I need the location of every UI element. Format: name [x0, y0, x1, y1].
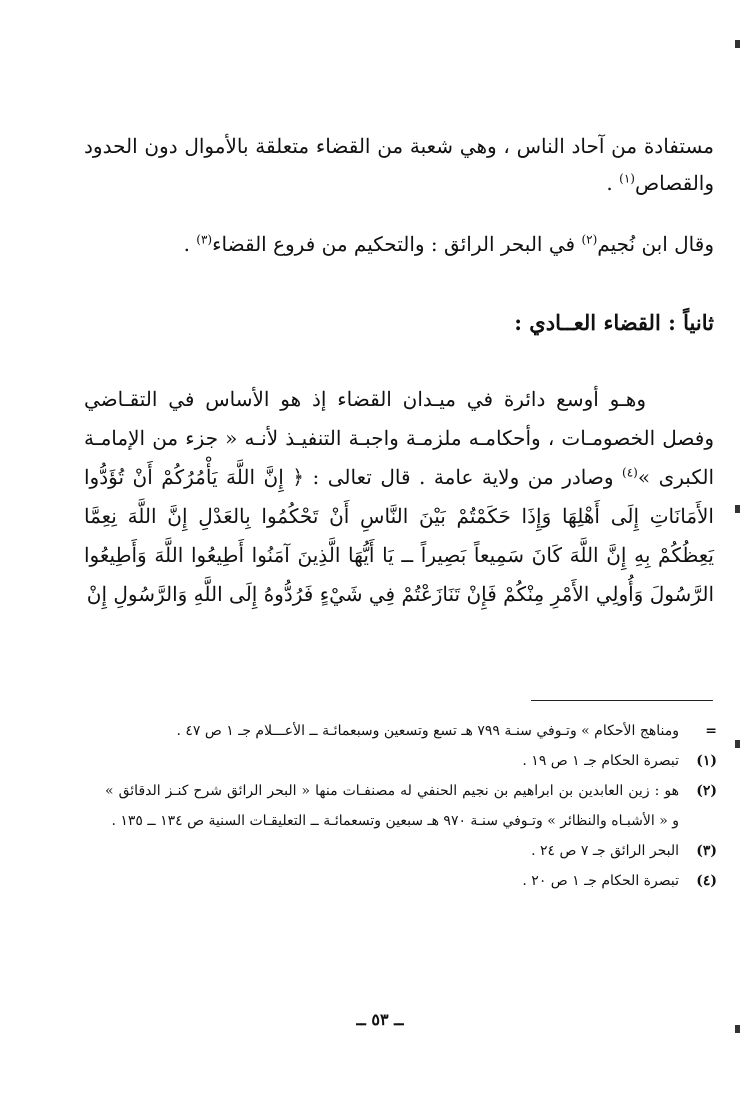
- paragraph-3-text-a: وهـو أوسع دائرة في ميـدان القضاء إذ هو الأساس في التقـاضي وفصل الخصومـات ، وأحكامـه ملزمـة واجبـة التنفيـذ لأنـه « جزء من الإمامـة الكبرى »: [84, 387, 715, 489]
- footnote-number: (٣): [696, 843, 717, 859]
- footnotes-section: [105, 716, 717, 896]
- paragraph-2-text-b: في البحر الرائق : والتحكيم من فروع القضاء: [212, 232, 582, 256]
- footnote-number: =: [705, 723, 717, 739]
- footnote-divider: [531, 700, 713, 701]
- footnote-text: هو : زين العابدين بن ابراهيم بن نجيم الحنفي له مصنفـات منها « البحر الرائق شرح كنـز الدقائق » و « الأشبـاه والنظائر » وتـوفي سنـة ٩٧٠ هـ سبعين وتسعمائـة ــ التعليقـات السنية ص ١٣٤ ــ ١٣٥ .: [105, 783, 679, 829]
- paragraph-1-text: مستفادة من آحاد الناس ، وهي شعبة من القضاء متعلقة بالأموال دون الحدود والقصاص: [84, 134, 714, 195]
- footnote-2: [105, 776, 717, 836]
- footnote-ref-2: (٢): [581, 232, 598, 247]
- paragraph-2: [84, 226, 714, 263]
- paragraph-1: [84, 128, 714, 202]
- footnote-text: البحر الرائق جـ ٧ ص ٢٤ .: [531, 843, 679, 859]
- footnote-ref-3: (٣): [196, 232, 213, 247]
- footnote-4: [105, 866, 717, 896]
- paragraph-3: [84, 380, 714, 614]
- footnote-text: تبصرة الحكام جـ ١ ص ٢٠ .: [522, 873, 679, 889]
- paragraph-3-text-b: وصادر من ولاية عامة . قال تعالى : ﴿ إِنَّ اللَّهَ يَأْمُرُكُمْ أَنْ تُؤَدُّوا الأَمَانَاتِ إِلَى أَهْلِهَا وَإِذَا حَكَمْتُمْ بَيْنَ النَّاسِ أَنْ تَحْكُمُوا بِالعَدْلِ إِنَّ اللَّهَ نِعِمَّا يَعِظُكُمْ بِهِ إِنَّ اللَّهَ كَانَ سَمِيعاً بَصِيراً ــ يَا أَيُّهَا الَّذِينَ آمَنُوا أَطِيعُوا اللَّهَ وَأَطِيعُوا الرَّسُولَ وَأُولِي الأَمْرِ مِنْكُمْ فَإِنْ تَنَازَعْتُمْ فِي شَيْءٍ فَرُدُّوهُ إِلَى اللَّهِ وَالرَّسُولِ إِنْ: [84, 465, 714, 606]
- paragraph-2-end: .: [183, 232, 197, 256]
- footnote-text: ومناهج الأحكام » وتـوفي سنـة ٧٩٩ هـ تسع وتسعين وسبعمائـة ــ الأعـــلام جـ ١ ص ٤٧ .: [176, 723, 679, 739]
- footnote-continuation: [105, 716, 717, 746]
- footnote-text: تبصرة الحكام جـ ١ ص ١٩ .: [522, 753, 679, 769]
- paragraph-1-end: .: [606, 171, 620, 195]
- scan-edge-mark: [735, 505, 740, 513]
- page-number: ــ ٥٣ ــ: [356, 1010, 404, 1029]
- footnote-1: [105, 746, 717, 776]
- footnote-number: (٢): [696, 783, 717, 799]
- footnote-ref-4: (٤): [622, 465, 638, 480]
- footnote-ref-1: (١): [619, 171, 635, 186]
- footnote-number: (٤): [696, 873, 717, 889]
- footnote-3: [105, 836, 717, 866]
- scan-edge-mark: [735, 740, 740, 748]
- section-heading: ثانياً : القضاء العــادي :: [514, 310, 714, 335]
- scan-edge-mark: [735, 40, 740, 48]
- paragraph-2-text-a: وقال ابن نُجيم: [597, 232, 714, 256]
- footnote-number: (١): [696, 753, 717, 769]
- scan-edge-mark: [735, 1025, 740, 1033]
